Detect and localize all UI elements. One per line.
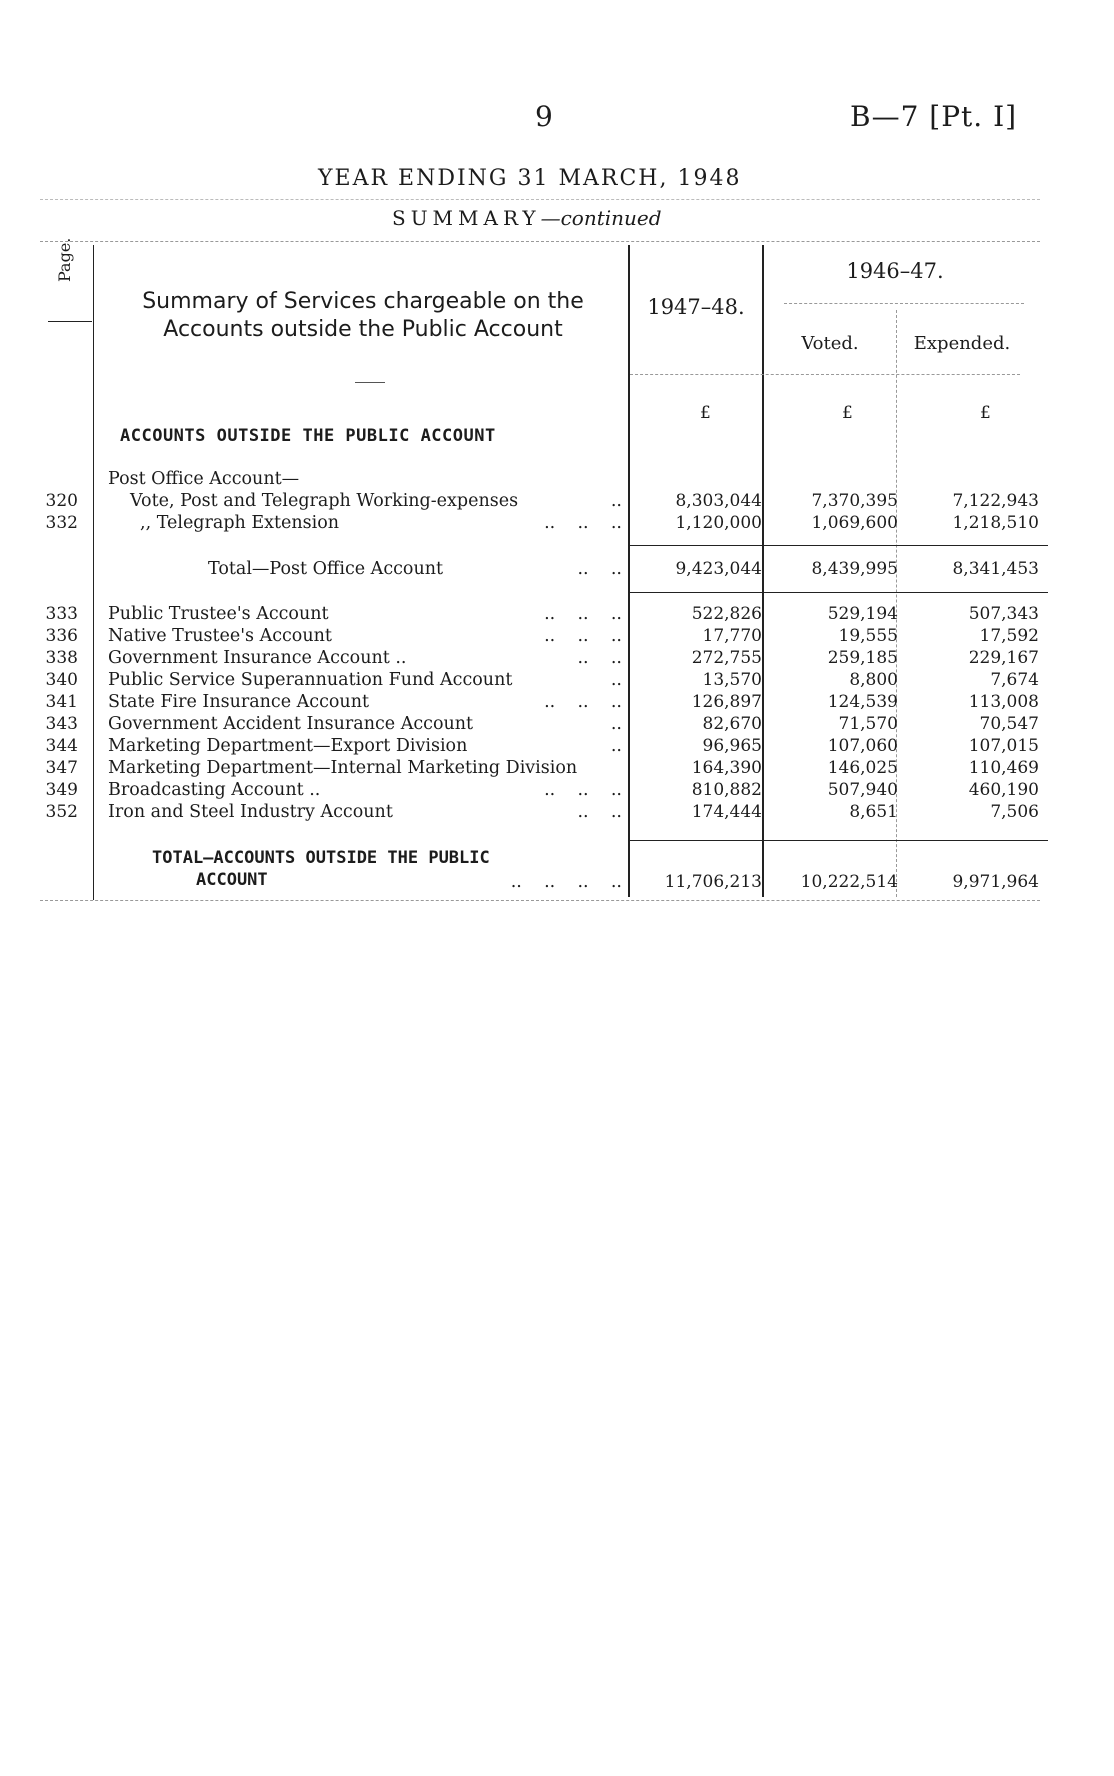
row-page: 347 [45, 758, 78, 778]
description-heading: Summary of Services chargeable on the Accounts outside the Public Account [142, 289, 584, 342]
row-page: 340 [45, 670, 78, 690]
row-value-1947: 8,303,044 [675, 491, 762, 511]
row-page: 338 [45, 648, 78, 668]
section-heading: ACCOUNTS OUTSIDE THE PUBLIC ACCOUNT [120, 426, 496, 446]
currency-voted: £ [842, 403, 853, 423]
row-label: Government Insurance Account .. [108, 648, 407, 668]
post-office-heading: Post Office Account— [108, 469, 300, 489]
column-heading-1946: 1946–47. [846, 259, 944, 283]
row-dots: .. .. .. [544, 604, 622, 624]
row-value-expended: 17,592 [979, 626, 1039, 646]
subtotal-bottom-rule [630, 592, 1048, 593]
row-value-1947: 1,120,000 [675, 513, 762, 533]
row-page: 341 [45, 692, 78, 712]
row-dots: .. [610, 670, 622, 690]
column-heading-1947: 1947–48. [647, 295, 745, 319]
row-value-1947: 126,897 [691, 692, 762, 712]
row-value-expended: 7,122,943 [952, 491, 1039, 511]
row-value-1947: 164,390 [691, 758, 762, 778]
currency-expended: £ [980, 403, 991, 423]
page-number: 9 [535, 100, 553, 133]
row-page: 332 [45, 513, 78, 533]
row-value-voted: 146,025 [827, 758, 898, 778]
row-page: 349 [45, 780, 78, 800]
row-dots: .. .. .. [544, 780, 622, 800]
row-label: State Fire Insurance Account [108, 692, 370, 712]
row-value-1947: 174,444 [691, 802, 762, 822]
row-dots: .. .. .. [544, 626, 622, 646]
heading-bottom-rule [630, 374, 1020, 375]
row-page: 344 [45, 736, 78, 756]
row-page: 333 [45, 604, 78, 624]
row-label: Marketing Department—Internal Marketing Division [108, 758, 578, 778]
subtotal-label: Total—Post Office Account [208, 559, 444, 579]
row-value-voted: 8,651 [849, 802, 898, 822]
table-top-rule [40, 241, 1040, 242]
row-value-voted: 529,194 [827, 604, 898, 624]
row-dots: .. .. .. [544, 692, 622, 712]
row-value-expended: 460,190 [968, 780, 1039, 800]
row-value-1947: 17,770 [702, 626, 762, 646]
row-value-1947: 810,882 [691, 780, 762, 800]
page-column-label: Page. [55, 237, 74, 282]
row-value-voted: 71,570 [838, 714, 898, 734]
year-split-rule [784, 303, 1024, 304]
table-bottom-rule [40, 900, 1040, 901]
row-value-1947: 272,755 [691, 648, 762, 668]
row-value-expended: 7,506 [990, 802, 1039, 822]
row-value-1947: 82,670 [702, 714, 762, 734]
subtotal-value-1947: 9,423,044 [675, 559, 762, 579]
row-label: Broadcasting Account .. [108, 780, 321, 800]
desc-heading-dash [355, 382, 385, 383]
row-label: Government Accident Insurance Account [108, 714, 474, 734]
row-value-1947: 13,570 [702, 670, 762, 690]
column-heading-expended: Expended. [913, 333, 1011, 354]
row-label: Native Trustee's Account [108, 626, 332, 646]
summary-continued: —continued [540, 206, 662, 230]
row-label: Marketing Department—Export Division [108, 736, 468, 756]
row-value-voted: 19,555 [838, 626, 898, 646]
row-page: 343 [45, 714, 78, 734]
grand-total-top-rule [630, 840, 1048, 841]
subtotal-value-expended: 8,341,453 [952, 559, 1039, 579]
row-value-expended: 107,015 [968, 736, 1039, 756]
row-value-voted: 7,370,395 [811, 491, 898, 511]
page-heading-rule [48, 321, 92, 322]
row-dots: .. [610, 714, 622, 734]
grand-total-value-1947: 11,706,213 [664, 872, 762, 892]
summary-title [392, 206, 662, 230]
row-value-voted: 107,060 [827, 736, 898, 756]
row-value-expended: 1,218,510 [952, 513, 1039, 533]
page-col-divider [93, 245, 94, 900]
row-value-voted: 8,800 [849, 670, 898, 690]
row-value-expended: 507,343 [968, 604, 1039, 624]
column-heading-voted: Voted. [801, 333, 859, 354]
subtotal-value-voted: 8,439,995 [811, 559, 898, 579]
row-page: 336 [45, 626, 78, 646]
row-dots: .. .. .. [544, 513, 622, 533]
header-rule [40, 199, 1040, 200]
row-value-1947: 522,826 [691, 604, 762, 624]
grand-total-label-line1: TOTAL—ACCOUNTS OUTSIDE THE PUBLIC [152, 848, 490, 868]
currency-1947: £ [700, 403, 711, 423]
row-dots: .. .. [577, 802, 622, 822]
row-page: 352 [45, 802, 78, 822]
subtotal-top-rule [630, 545, 1048, 546]
row-dots: .. .. [577, 648, 622, 668]
row-dots: .. [610, 491, 622, 511]
year-title: YEAR ENDING 31 MARCH, 1948 [318, 166, 742, 191]
subtotal-dots: .. .. [577, 559, 622, 579]
row-value-expended: 229,167 [968, 648, 1039, 668]
summary-label: SUMMARY [392, 206, 541, 230]
row-value-voted: 124,539 [827, 692, 898, 712]
grand-total-dots: .. .. .. .. [510, 872, 622, 892]
row-value-1947: 96,965 [702, 736, 762, 756]
grand-total-value-expended: 9,971,964 [952, 872, 1039, 892]
row-label: ,, Telegraph Extension [140, 513, 340, 533]
row-value-expended: 70,547 [979, 714, 1039, 734]
row-label: Public Service Superannuation Fund Account [108, 670, 513, 690]
row-label: Vote, Post and Telegraph Working-expenses [130, 491, 519, 511]
grand-total-value-voted: 10,222,514 [800, 872, 898, 892]
row-value-voted: 259,185 [827, 648, 898, 668]
row-label: Iron and Steel Industry Account [108, 802, 393, 822]
row-value-expended: 110,469 [968, 758, 1039, 778]
row-value-voted: 507,940 [827, 780, 898, 800]
row-page: 320 [45, 491, 78, 511]
desc-col-divider [628, 245, 630, 897]
document-reference: B—7 [Pt. I] [850, 100, 1018, 133]
row-value-expended: 7,674 [990, 670, 1039, 690]
grand-total-label-line2: ACCOUNT [196, 870, 268, 890]
row-dots: .. [610, 736, 622, 756]
row-value-voted: 1,069,600 [811, 513, 898, 533]
row-label: Public Trustee's Account [108, 604, 329, 624]
row-value-expended: 113,008 [968, 692, 1039, 712]
